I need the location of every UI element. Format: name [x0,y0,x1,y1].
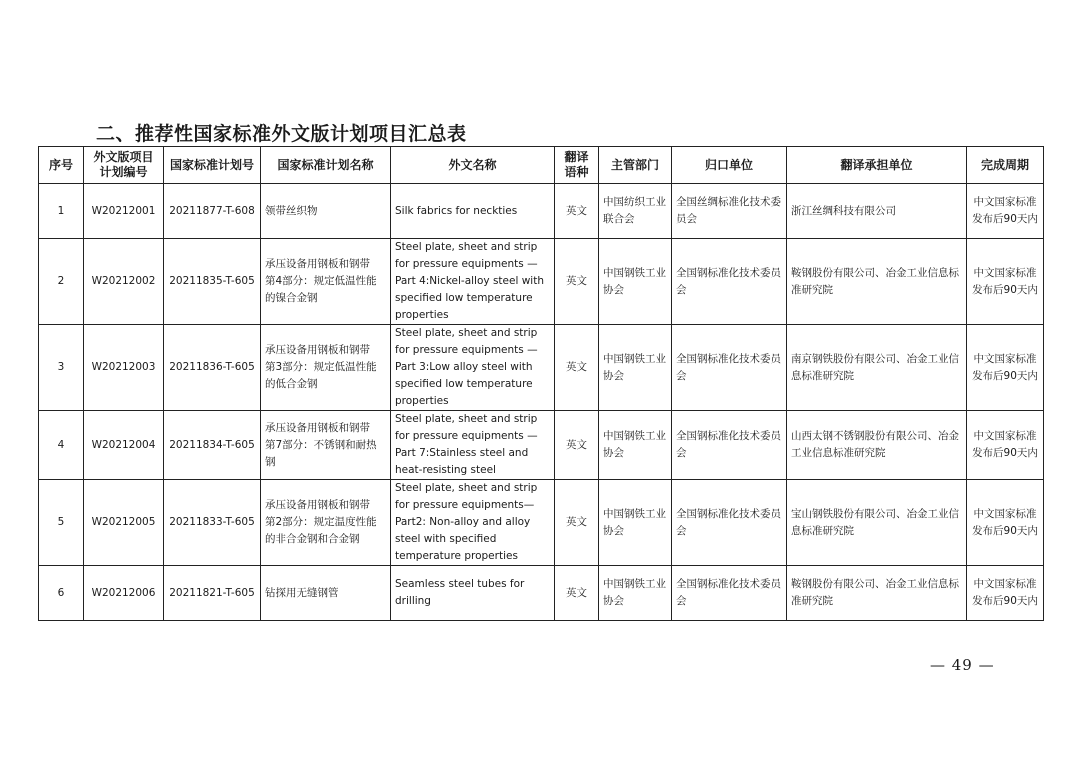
header-cn-name: 国家标准计划名称 [261,147,391,184]
cell-period: 中文国家标准发布后90天内 [967,480,1044,566]
cell-plan-no: W20212002 [84,239,164,325]
cell-plan-no: W20212006 [84,566,164,621]
cell-lang: 英文 [555,480,599,566]
cell-seq: 3 [39,325,84,411]
cell-unit: 全国钢标准化技术委员会 [672,480,787,566]
header-period: 完成周期 [967,147,1044,184]
table-row [39,239,1044,325]
cell-translator: 南京钢铁股份有限公司、冶金工业信息标准研究院 [787,325,967,411]
cell-seq: 1 [39,184,84,239]
cell-seq: 4 [39,411,84,480]
cell-en-name: Silk fabrics for neckties [391,184,555,239]
cell-period: 中文国家标准发布后90天内 [967,566,1044,621]
header-translator: 翻译承担单位 [787,147,967,184]
cell-period: 中文国家标准发布后90天内 [967,184,1044,239]
cell-lang: 英文 [555,325,599,411]
cell-cn-name: 承压设备用钢板和钢带 第7部分：不锈钢和耐热钢 [261,411,391,480]
table-header-row [39,147,1044,184]
cell-unit: 全国钢标准化技术委员会 [672,411,787,480]
cell-lang: 英文 [555,411,599,480]
cell-en-name: Steel plate, sheet and strip for pressure equipments — Part 7:Stainless steel and heat-resisting steel [391,411,555,480]
cell-cn-name: 承压设备用钢板和钢带 第3部分：规定低温性能的低合金钢 [261,325,391,411]
cell-lang: 英文 [555,239,599,325]
cell-std-plan-no: 20211877-T-608 [164,184,261,239]
header-dept: 主管部门 [599,147,672,184]
cell-dept: 中国钢铁工业协会 [599,239,672,325]
cell-lang: 英文 [555,566,599,621]
cell-translator: 鞍钢股份有限公司、冶金工业信息标准研究院 [787,239,967,325]
table-row [39,411,1044,480]
header-seq: 序号 [39,147,84,184]
plan-summary-table [38,146,1044,621]
cell-std-plan-no: 20211835-T-605 [164,239,261,325]
cell-seq: 2 [39,239,84,325]
cell-en-name: Steel plate, sheet and strip for pressure equipments— Part2: Non-alloy and alloy steel with specified temperature properties [391,480,555,566]
cell-plan-no: W20212003 [84,325,164,411]
cell-std-plan-no: 20211834-T-605 [164,411,261,480]
cell-cn-name: 承压设备用钢板和钢带 第2部分：规定温度性能的非合金钢和合金钢 [261,480,391,566]
header-plan-no: 外文版项目计划编号 [84,147,164,184]
table-row [39,480,1044,566]
cell-dept: 中国钢铁工业协会 [599,325,672,411]
cell-en-name: Steel plate, sheet and strip for pressure equipments — Part 3:Low alloy steel with specified low temperature properties [391,325,555,411]
cell-dept: 中国钢铁工业协会 [599,480,672,566]
header-unit: 归口单位 [672,147,787,184]
cell-translator: 鞍钢股份有限公司、冶金工业信息标准研究院 [787,566,967,621]
cell-period: 中文国家标准发布后90天内 [967,411,1044,480]
cell-period: 中文国家标准发布后90天内 [967,239,1044,325]
cell-translator: 宝山钢铁股份有限公司、冶金工业信息标准研究院 [787,480,967,566]
cell-cn-name: 钻探用无缝钢管 [261,566,391,621]
page-title: 二、推荐性国家标准外文版计划项目汇总表 [96,123,467,145]
cell-unit: 全国钢标准化技术委员会 [672,566,787,621]
cell-translator: 山西太钢不锈钢股份有限公司、冶金工业信息标准研究院 [787,411,967,480]
cell-dept: 中国纺织工业联合会 [599,184,672,239]
cell-en-name: Steel plate, sheet and strip for pressure equipments — Part 4:Nickel-alloy steel with specified low temperature properties [391,239,555,325]
cell-std-plan-no: 20211821-T-605 [164,566,261,621]
cell-dept: 中国钢铁工业协会 [599,411,672,480]
table-row [39,566,1044,621]
cell-seq: 5 [39,480,84,566]
header-lang: 翻译语种 [555,147,599,184]
cell-lang: 英文 [555,184,599,239]
cell-std-plan-no: 20211833-T-605 [164,480,261,566]
cell-cn-name: 领带丝织物 [261,184,391,239]
cell-plan-no: W20212005 [84,480,164,566]
cell-unit: 全国钢标准化技术委员会 [672,239,787,325]
cell-plan-no: W20212004 [84,411,164,480]
cell-translator: 浙江丝绸科技有限公司 [787,184,967,239]
cell-en-name: Seamless steel tubes for drilling [391,566,555,621]
header-en-name: 外文名称 [391,147,555,184]
cell-dept: 中国钢铁工业协会 [599,566,672,621]
cell-seq: 6 [39,566,84,621]
page-number: — 49 — [930,656,995,674]
table-row [39,184,1044,239]
cell-period: 中文国家标准发布后90天内 [967,325,1044,411]
cell-unit: 全国丝绸标准化技术委员会 [672,184,787,239]
cell-unit: 全国钢标准化技术委员会 [672,325,787,411]
header-std-plan-no: 国家标准计划号 [164,147,261,184]
table-row [39,325,1044,411]
cell-std-plan-no: 20211836-T-605 [164,325,261,411]
cell-cn-name: 承压设备用钢板和钢带 第4部分：规定低温性能的镍合金钢 [261,239,391,325]
cell-plan-no: W20212001 [84,184,164,239]
